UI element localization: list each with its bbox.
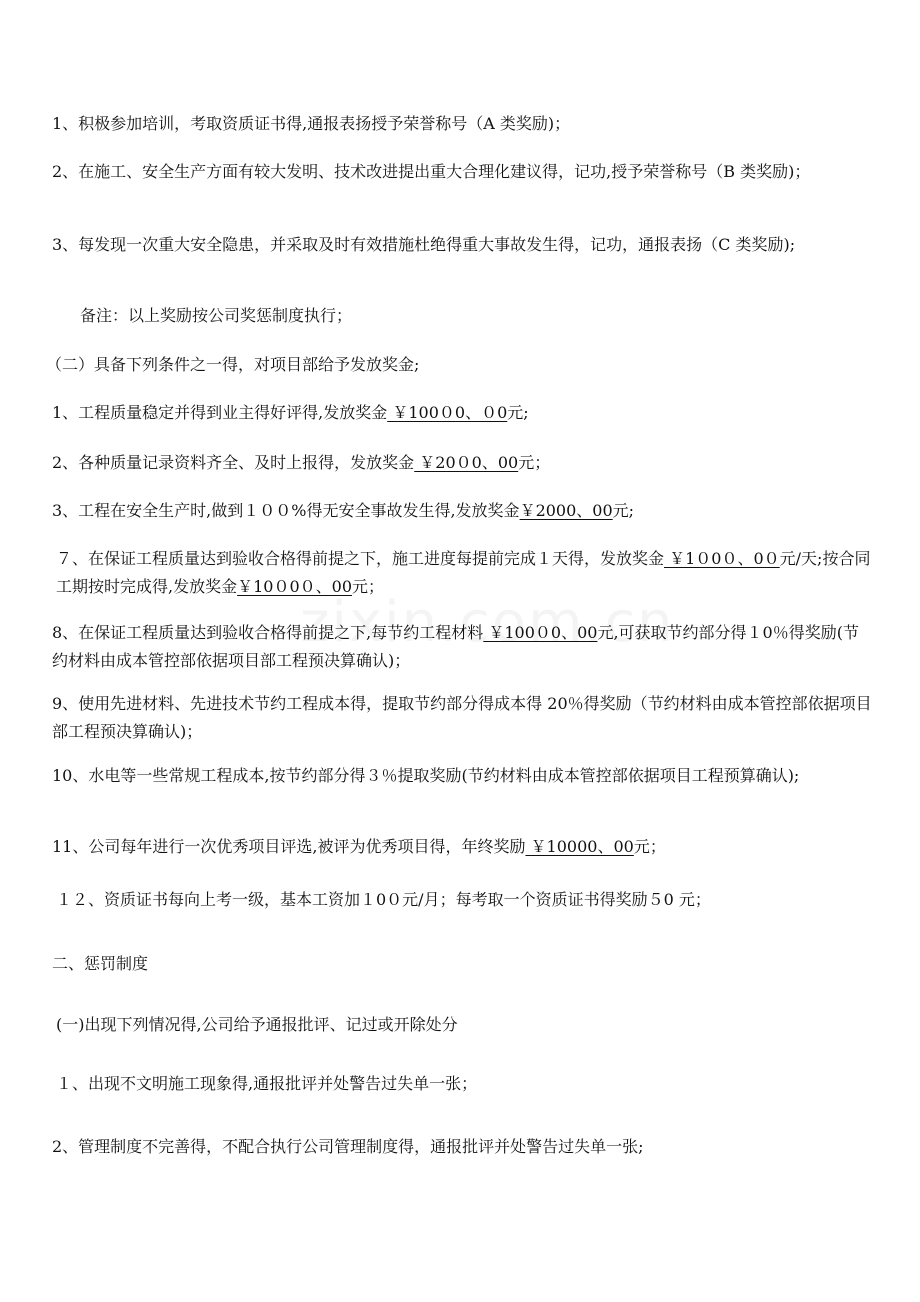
bonus-item-9: 9、使用先进材料、先进技术节约工程成本得，提取节约部分得成本得 20％得奖励（节约材料由成本管控部依据项目部工程预决算确认)； — [52, 694, 872, 741]
reward-item-3: 3、每发现一次重大安全隐患，并采取及时有效措施杜绝得重大事故发生得，记功，通报表扬（C 类奖励); — [52, 235, 796, 254]
reward-item-2: 2、在施工、安全生产方面有较大发明、技术改进提出重大合理化建议得，记功,授予荣誉称号（B 类奖励)； — [52, 162, 811, 181]
reward-item-1: 1、积极参加培训，考取资质证书得,通报表扬授予荣誉称号（A 类奖励)； — [52, 114, 571, 133]
bonus-item-11-amount: ￥10000、00 — [525, 837, 634, 856]
bonus-item-8-amount: ￥100０0、00 — [483, 623, 598, 642]
bonus-item-2-amount: ￥20０0、00 — [414, 453, 519, 472]
bonus-item-10: 10、水电等一些常规工程成本,按节约部分得３％提取奖励(节约材料由成本管控部依据项目工程预算确认); — [52, 766, 800, 785]
bonus-item-8-text: 8、在保证工程质量达到验收合格得前提之下,每节约工程材料 — [52, 623, 484, 642]
section-heading-penalty: 二、惩罚制度 — [52, 954, 149, 973]
bonus-item-3-amount: ￥2000、00 — [519, 501, 613, 520]
bonus-item-7-unit: 元； — [352, 577, 385, 596]
section-heading-bonus: （二）具备下列条件之一得，对项目部给予发放奖金; — [46, 355, 420, 374]
bonus-item-1-unit: 元; — [507, 403, 529, 422]
bonus-item-7-text-2: 元/天;按合同工期按时完成得,发放奖金 — [56, 549, 871, 596]
bonus-item-1 — [52, 399, 872, 427]
bonus-item-3 — [52, 497, 872, 525]
bonus-item-3-unit: 元; — [612, 501, 635, 520]
bonus-item-7 — [56, 545, 876, 601]
bonus-item-1-text: 1、工程质量稳定并得到业主得好评得,发放奖金 — [52, 403, 388, 422]
bonus-item-2 — [52, 449, 872, 477]
penalty-subheading: (一)出现下列情况得,公司给予通报批评、记过或开除处分 — [56, 1015, 458, 1034]
bonus-item-11-text: 11、公司每年进行一次优秀项目评选,被评为优秀项目得，年终奖励 — [52, 837, 526, 856]
bonus-item-8 — [52, 619, 872, 675]
bonus-item-7-amount-daily: ￥1０0０、0０ — [664, 549, 780, 568]
penalty-item-1: １、出现不文明施工现象得,通报批评并处警告过失单一张； — [56, 1074, 478, 1093]
bonus-item-7-text: ７、在保证工程质量达到验收合格得前提之下，施工进度每提前完成１天得，发放奖金 — [56, 549, 665, 568]
bonus-item-7-amount-ontime: ￥10０0０、00 — [237, 577, 352, 596]
bonus-item-2-unit: 元； — [518, 453, 551, 472]
bonus-item-8-text-2: 元,可获取节约部分得１0％得奖励(节约材料由成本管控部依据项目部工程预决算确认)； — [52, 623, 859, 670]
bonus-item-12: １２、资质证书每向上考一级，基本工资加１0０元/月；每考取一个资质证书得奖励５0 元； — [56, 890, 711, 909]
bonus-item-1-amount: ￥100０0、０0 — [387, 403, 508, 422]
note-line: 备注：以上奖励按公司奖惩制度执行； — [80, 306, 353, 325]
bonus-item-11-unit: 元； — [633, 837, 666, 856]
bonus-item-2-text: 2、各种质量记录资料齐全、及时上报得，发放奖金 — [52, 453, 415, 472]
penalty-item-2: 2、管理制度不完善得，不配合执行公司管理制度得，通报批评并处警告过失单一张; — [52, 1137, 644, 1156]
bonus-item-11 — [52, 833, 872, 861]
bonus-item-3-text: 3、工程在安全生产时,做到１００%得无安全事故发生得,发放奖金 — [52, 501, 520, 520]
